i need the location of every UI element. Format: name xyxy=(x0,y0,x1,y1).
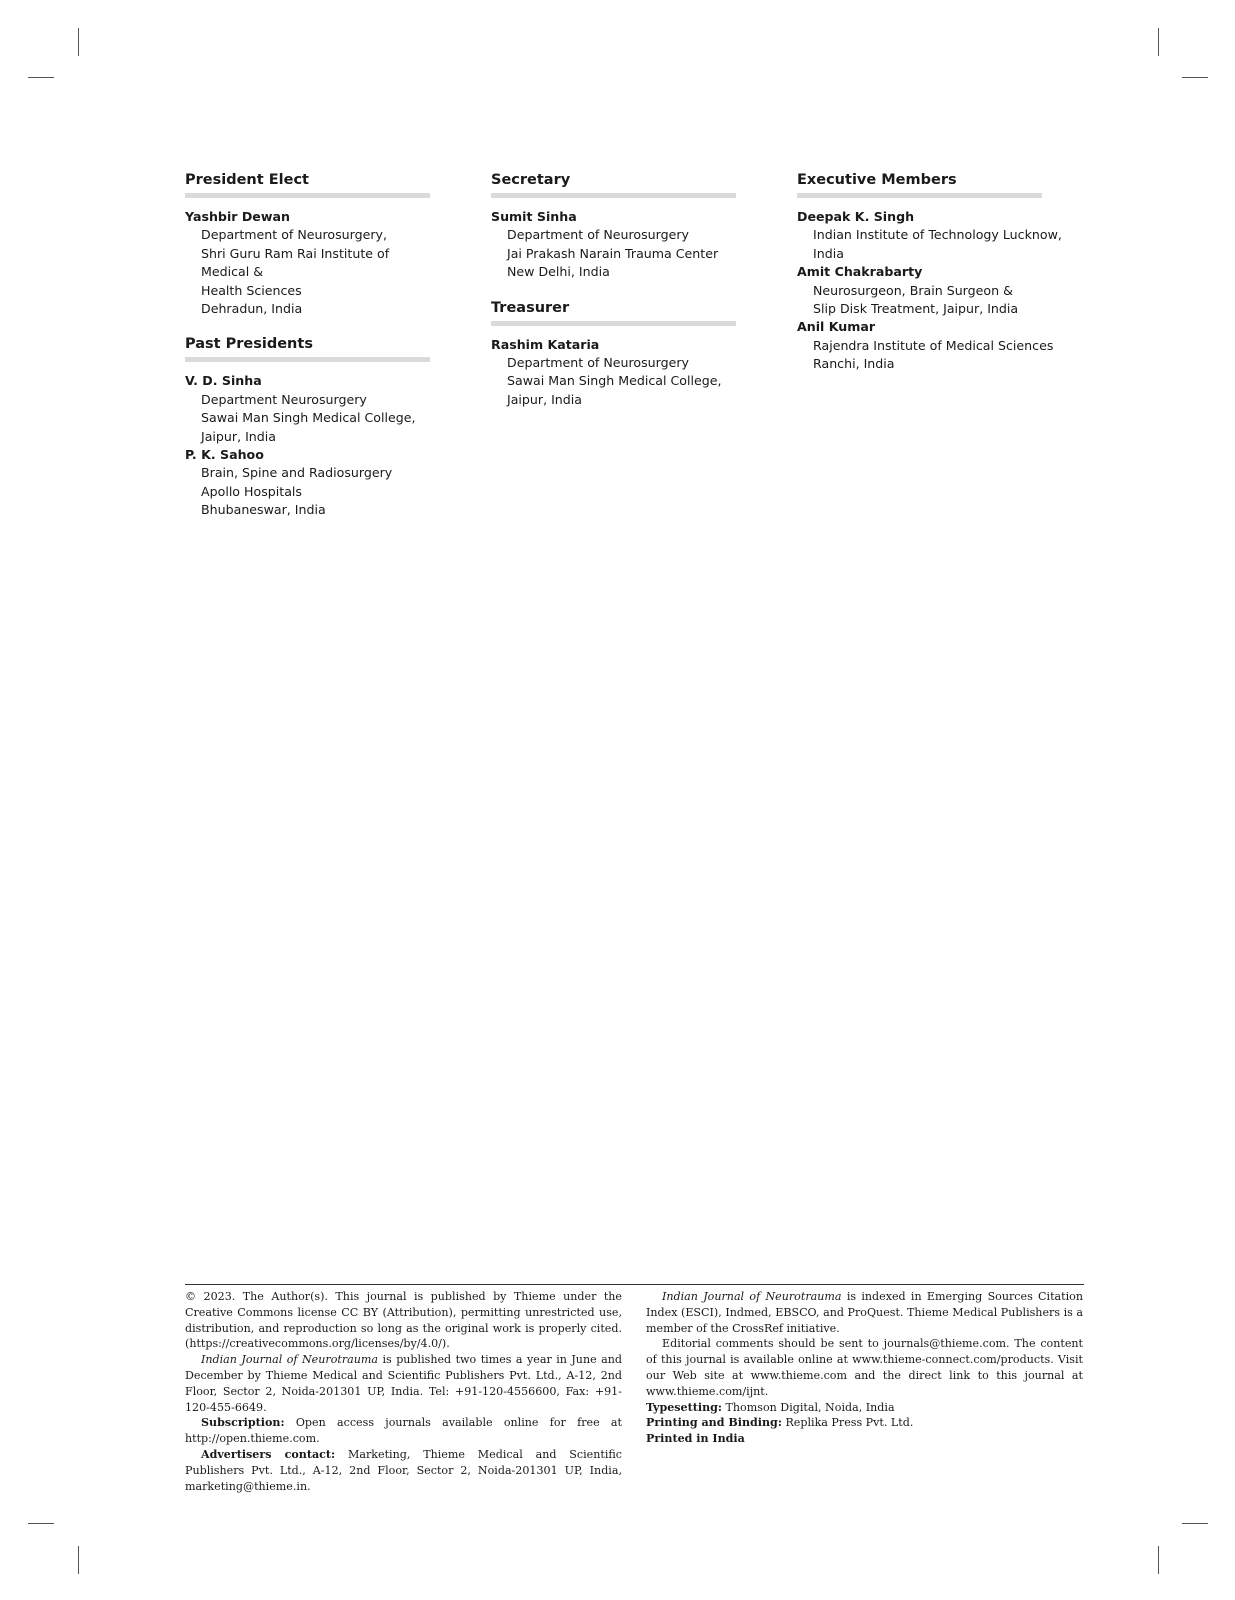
person xyxy=(185,446,430,520)
affiliation-line: Dehradun, India xyxy=(201,301,303,317)
crop-mark-br-v xyxy=(1158,1546,1159,1574)
section-title: Secretary xyxy=(491,172,571,188)
footer-rule xyxy=(185,1284,1084,1285)
affiliation-line: India xyxy=(813,245,844,261)
affiliation-line: Sawai Man Singh Medical College, xyxy=(507,373,722,389)
column-middle xyxy=(491,170,736,425)
crop-mark-bl-h xyxy=(28,1523,54,1524)
executive-members-section xyxy=(797,170,1067,374)
person-name: Sumit Sinha xyxy=(491,209,577,224)
footer-right-column xyxy=(646,1289,1083,1447)
crop-mark-bl-v xyxy=(78,1546,79,1574)
printing-label: Printing and Binding: xyxy=(646,1416,782,1430)
treasurer-section xyxy=(491,298,736,410)
affiliation-line: Ranchi, India xyxy=(813,356,895,372)
copyright-notice: © 2023. The Author(s). This journal is published by Thieme under the Creative Commons license CC BY (Attribution), permitting unrestricted use, distribution, and reproduction so long as the original work is properly cited. (https://creativecommons.org/licenses/by/4.0/). xyxy=(185,1290,622,1351)
affiliation-line: Department Neurosurgery xyxy=(201,391,367,407)
person xyxy=(797,208,1067,263)
person xyxy=(491,336,736,410)
president-elect-section xyxy=(185,170,430,318)
person-name: Rashim Kataria xyxy=(491,336,600,352)
subscription-info xyxy=(185,1415,622,1447)
section-rule xyxy=(185,193,430,198)
affiliation-line: Department of Neurosurgery xyxy=(507,227,689,243)
section-title: Past Presidents xyxy=(185,336,313,353)
person-name: Amit Chakrabarty xyxy=(797,264,923,280)
secretary-section xyxy=(491,170,736,282)
printing-text: Replika Press Pvt. Ltd. xyxy=(781,1416,914,1430)
affiliation-line: Apollo Hospitals xyxy=(201,483,302,499)
affiliation-line: Department of Neurosurgery xyxy=(507,355,689,371)
publication-text: is published two times a year in June and December by Thieme Medical and Scientific Publishers Pvt. Ltd., A-12, 2nd Floor, Sector 2, Noida-201301 UP, India. Tel: +91-120-4556600, Fax: +91-120-455-6649. xyxy=(185,1353,622,1414)
typesetting-info xyxy=(646,1400,1083,1416)
affiliation-line: Jai Prakash Narain Trauma Center xyxy=(507,245,719,261)
journal-name: Indian Journal of Neurotrauma xyxy=(201,1353,379,1367)
section-title: Treasurer xyxy=(491,299,570,316)
person-name: Anil Kumar xyxy=(797,319,876,335)
advertisers-info xyxy=(185,1447,622,1494)
affiliation-line: New Delhi, India xyxy=(507,264,610,280)
crop-mark-tr-h xyxy=(1182,77,1208,78)
editorial-info: Editorial comments should be sent to journals@thieme.com. The content of this journal is available online at www.thieme-connect.com/products. Visit our Web site at www.thieme.com and the direct link to this journal at www.thieme.com/ijnt. xyxy=(646,1337,1083,1398)
affiliation-line: Bhubaneswar, India xyxy=(201,502,326,518)
typesetting-text: Thomson Digital, Noida, India xyxy=(721,1400,895,1414)
person xyxy=(797,263,1067,318)
footer-left-column xyxy=(185,1289,622,1494)
section-title: President Elect xyxy=(185,172,309,188)
person-name: P. K. Sahoo xyxy=(185,447,264,463)
publication-info xyxy=(185,1352,622,1415)
section-rule xyxy=(185,357,430,362)
printed-in xyxy=(646,1431,1083,1447)
past-presidents-section xyxy=(185,334,430,519)
affiliation-line: Health Sciences xyxy=(201,282,302,298)
affiliation-line: Neurosurgeon, Brain Surgeon & xyxy=(813,282,1013,298)
advertisers-text: Marketing, Thieme Medical and Scientific Publishers Pvt. Ltd., A-12, 2nd Floor, Sector 2, Noida-201301 UP, India, marketing@thieme.in. xyxy=(185,1447,623,1493)
affiliation-line: Brain, Spine and Radiosurgery xyxy=(201,465,393,481)
person xyxy=(185,372,430,446)
crop-mark-br-h xyxy=(1182,1523,1208,1524)
affiliation-line: Slip Disk Treatment, Jaipur, India xyxy=(813,301,1019,317)
subscription-label: Subscription: xyxy=(201,1416,285,1430)
advertisers-label: Advertisers contact: xyxy=(201,1447,336,1461)
journal-name: Indian Journal of Neurotrauma xyxy=(662,1290,842,1303)
person xyxy=(491,208,736,282)
person-name: Deepak K. Singh xyxy=(797,209,915,224)
affiliation-line: Jaipur, India xyxy=(507,391,582,407)
column-left xyxy=(185,170,430,536)
crop-mark-tl-v xyxy=(78,28,79,56)
printed-in-text: Printed in India xyxy=(646,1432,745,1446)
crop-mark-tl-h xyxy=(28,77,54,78)
affiliation-line: Indian Institute of Technology Lucknow, xyxy=(813,227,1062,243)
person-name: V. D. Sinha xyxy=(185,373,262,389)
affiliation-line: Jaipur, India xyxy=(201,428,276,444)
section-rule xyxy=(491,193,736,198)
indexing-text: is indexed in Emerging Sources Citation Index (ESCI), Indmed, EBSCO, and ProQuest. Thieme Medical Publishers is a member of the CrossRef initiative. xyxy=(646,1290,1083,1335)
person xyxy=(185,208,430,318)
affiliation-line: Shri Guru Ram Rai Institute of Medical & xyxy=(201,245,390,280)
subscription-text: Open access journals available online for free at http://open.thieme.com. xyxy=(185,1416,622,1446)
column-right xyxy=(797,170,1067,390)
affiliation-line: Department of Neurosurgery, xyxy=(201,227,387,243)
printing-info xyxy=(646,1415,1083,1431)
person-name: Yashbir Dewan xyxy=(185,209,290,224)
section-rule xyxy=(491,321,736,326)
affiliation-line: Sawai Man Singh Medical College, xyxy=(201,410,416,426)
crop-mark-tr-v xyxy=(1158,28,1159,56)
indexing-info xyxy=(646,1289,1083,1336)
person xyxy=(797,318,1067,373)
section-title: Executive Members xyxy=(797,172,957,188)
section-rule xyxy=(797,193,1042,198)
affiliation-line: Rajendra Institute of Medical Sciences xyxy=(813,337,1054,353)
typesetting-label: Typesetting: xyxy=(646,1400,722,1414)
